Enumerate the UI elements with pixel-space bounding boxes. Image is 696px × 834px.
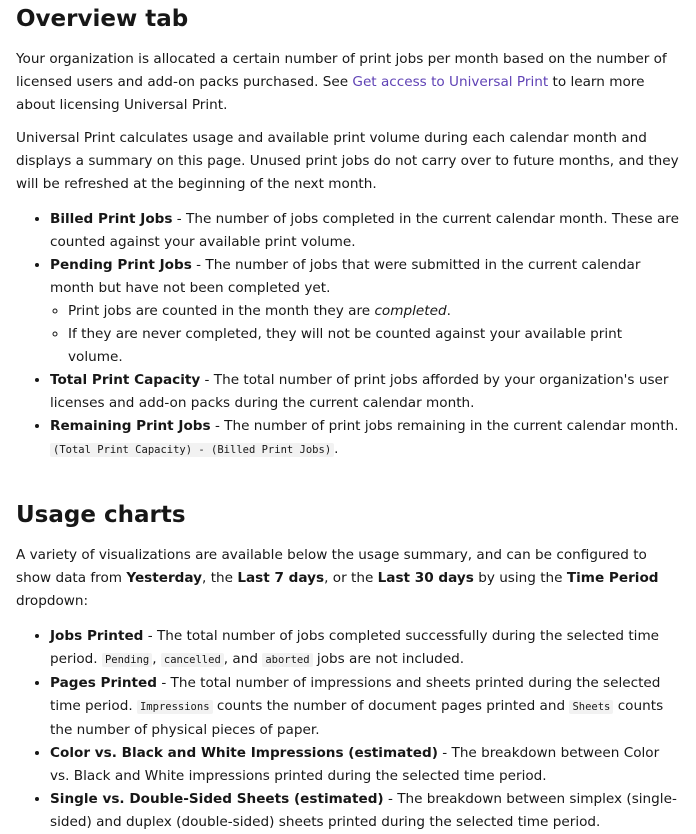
impressions-code: Impressions bbox=[137, 700, 213, 714]
list-item-pages-printed: • Pages Printed - The total number of impressions and sheets printed during the selected time period. Impressions counts the number of document pages printed and Sheets counts the number of physical pieces of paper. bbox=[50, 672, 680, 742]
list-item-jobs-printed: • Jobs Printed - The total number of jobs completed successfully during the selected time period. Pending , cancelled , and aborted jobs are not included. bbox=[50, 625, 680, 672]
sublist-item-counted-month: ◦ Print jobs are counted in the month they are completed. bbox=[68, 300, 680, 323]
list-item-remaining-print-jobs: • Remaining Print Jobs - The number of print jobs remaining in the current calendar month. (Total Print Capacity) - (Billed Print Jobs) . bbox=[50, 415, 680, 462]
overview-heading: Overview tab bbox=[16, 6, 189, 32]
cancelled-code: cancelled bbox=[161, 653, 224, 667]
aborted-code: aborted bbox=[262, 653, 312, 667]
list-item-pending-print-jobs: • Pending Print Jobs - The number of jobs that were submitted in the current calendar month but have not been completed yet. ◦ Print jobs are counted in the month they are completed. ◦ If they are never completed, they will not be counted against your available print volume. bbox=[50, 254, 680, 369]
pending-code: Pending bbox=[102, 653, 152, 667]
list-item-total-print-capacity: • Total Print Capacity - The total number of print jobs afforded by your organization's user licenses and add-on packs during the current calendar month. bbox=[50, 369, 680, 415]
sublist-item-never-completed: ◦ If they are never completed, they will not be counted against your available print volume. bbox=[68, 323, 680, 369]
usage-charts-list bbox=[16, 625, 680, 834]
get-access-link[interactable]: Get access to Universal Print bbox=[352, 74, 549, 90]
overview-paragraph-usage: Universal Print calculates usage and available print volume during each calendar month and displays a summary on this page. Unused print jobs do not carry over to future months, and they will be refreshed at the beginning of the next month. bbox=[16, 130, 679, 192]
usage-intro-paragraph: A variety of visualizations are available below the usage summary, and can be configured to show data from Yesterday, the Last 7 days, or the Last 30 days by using the Time Period dropdown: bbox=[16, 547, 659, 609]
list-item-color-vs-bw: • Color vs. Black and White Impressions (estimated) - The breakdown between Color vs. Black and White impressions printed during the selected time period. bbox=[50, 742, 680, 788]
list-item-billed-print-jobs: • Billed Print Jobs - The number of jobs completed in the current calendar month. These are counted against your available print volume. bbox=[50, 208, 680, 254]
list-item-single-vs-double: • Single vs. Double-Sided Sheets (estimated) - The breakdown between simplex (single-sided) and duplex (double-sided) sheets printed during the selected time period. bbox=[50, 788, 680, 834]
sheets-code: Sheets bbox=[569, 700, 613, 714]
pending-sublist bbox=[50, 300, 680, 369]
remaining-formula-code: (Total Print Capacity) - (Billed Print Jobs) bbox=[50, 443, 334, 457]
usage-charts-heading: Usage charts bbox=[16, 502, 186, 528]
overview-paragraph-licensing: Your organization is allocated a certain number of print jobs per month based on the number of licensed users and add-on packs purchased. See Get access to Universal Print to learn more about licensing Universal Print. bbox=[16, 51, 667, 113]
overview-definitions-list bbox=[16, 208, 680, 462]
